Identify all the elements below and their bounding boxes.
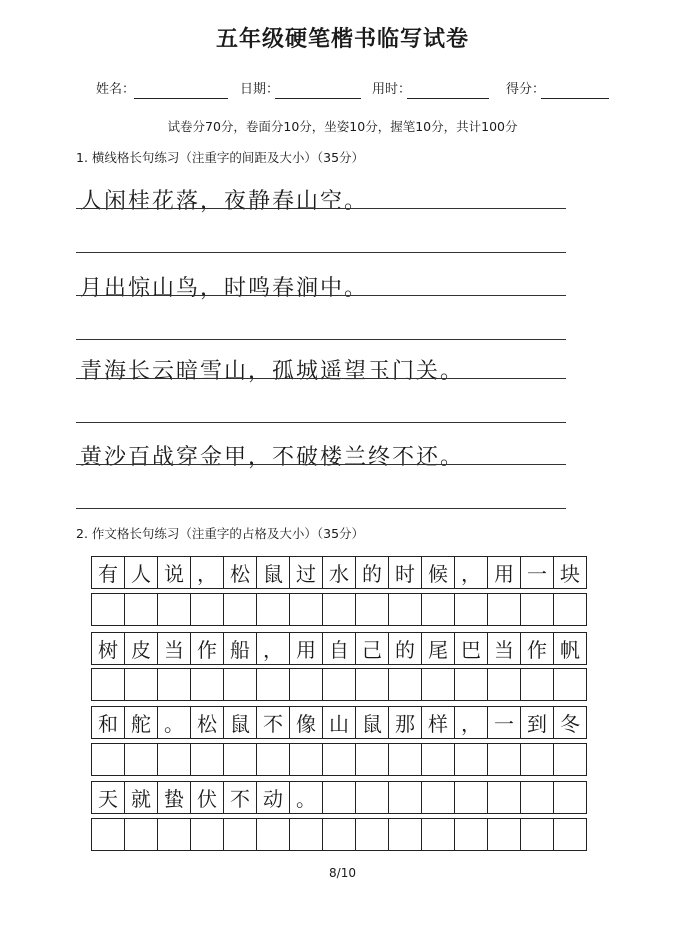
grid-cell: 人: [125, 557, 158, 589]
grid-cell[interactable]: [422, 594, 455, 626]
grid-cell[interactable]: [422, 744, 455, 776]
grid-cell: 有: [92, 557, 125, 589]
grid-cell: 的: [356, 557, 389, 589]
grid-cell: 动: [257, 782, 290, 814]
grid-cell: 用: [290, 633, 323, 665]
grid-cell[interactable]: [389, 594, 422, 626]
grid-cell: 当: [488, 633, 521, 665]
grid-cell: 。: [158, 707, 191, 739]
grid-cell[interactable]: [224, 819, 257, 851]
grid-cell: [389, 782, 422, 814]
grid-cell: 过: [290, 557, 323, 589]
grid-cell: 鼠: [356, 707, 389, 739]
name-blank[interactable]: [134, 98, 228, 99]
grid-cell[interactable]: [92, 594, 125, 626]
grid-cell[interactable]: [224, 594, 257, 626]
score-rule: 试卷分70分，卷面分10分，坐姿10分，握笔10分，共计100分: [167, 119, 518, 134]
grid-cell[interactable]: [389, 744, 422, 776]
grid-row-model: [91, 632, 587, 665]
grid-cell[interactable]: [488, 594, 521, 626]
grid-cell: 块: [554, 557, 587, 589]
grid-cell: 己: [356, 633, 389, 665]
grid-cell: 伏: [191, 782, 224, 814]
grid-cell[interactable]: [422, 669, 455, 701]
practice-sentence: 青海长云暗雪山，孤城遥望玉门关。: [80, 359, 465, 384]
grid-cell: 样: [422, 707, 455, 739]
grid-cell: 鼠: [224, 707, 257, 739]
page-number: 8/10: [329, 866, 356, 880]
grid-cell[interactable]: [455, 594, 488, 626]
grid-cell: 用: [488, 557, 521, 589]
grid-row-model: [91, 556, 587, 589]
date-blank[interactable]: [275, 98, 361, 99]
grid-cell: 树: [92, 633, 125, 665]
score-label: 得分：: [506, 82, 546, 97]
grid-row-practice: [91, 743, 587, 776]
grid-cell[interactable]: [257, 819, 290, 851]
grid-cell[interactable]: [191, 819, 224, 851]
grid-cell: 不: [224, 782, 257, 814]
section2-heading: 2. 作文格长句练习（注重字的占格及大小）（35分）: [76, 526, 365, 541]
practice-sentence: 人闲桂花落，夜静春山空。: [80, 189, 369, 214]
grid-cell[interactable]: [323, 744, 356, 776]
grid-cell[interactable]: [158, 744, 191, 776]
grid-cell[interactable]: [257, 744, 290, 776]
grid-cell[interactable]: [125, 669, 158, 701]
grid-cell[interactable]: [356, 744, 389, 776]
grid-cell: 船: [224, 633, 257, 665]
grid-cell[interactable]: [191, 669, 224, 701]
grid-cell: 那: [389, 707, 422, 739]
grid-cell[interactable]: [389, 819, 422, 851]
grid-cell: 水: [323, 557, 356, 589]
grid-cell[interactable]: [191, 594, 224, 626]
grid-cell[interactable]: [521, 594, 554, 626]
writing-line[interactable]: [76, 208, 566, 209]
grid-cell[interactable]: [521, 669, 554, 701]
grid-cell[interactable]: [92, 669, 125, 701]
writing-line[interactable]: [76, 464, 566, 465]
grid-cell: 自: [323, 633, 356, 665]
grid-cell: 舵: [125, 707, 158, 739]
grid-cell: 冬: [554, 707, 587, 739]
grid-cell[interactable]: [125, 744, 158, 776]
grid-cell: 就: [125, 782, 158, 814]
grid-cell[interactable]: [488, 819, 521, 851]
grid-cell[interactable]: [422, 819, 455, 851]
grid-cell[interactable]: [323, 669, 356, 701]
grid-cell[interactable]: [92, 819, 125, 851]
grid-cell[interactable]: [92, 744, 125, 776]
writing-line[interactable]: [76, 378, 566, 379]
grid-row-model: [91, 781, 587, 814]
grid-cell: 作: [521, 633, 554, 665]
grid-cell: ，: [455, 557, 488, 589]
grid-cell: [455, 782, 488, 814]
grid-cell: [323, 782, 356, 814]
grid-cell[interactable]: [224, 669, 257, 701]
grid-cell: 的: [389, 633, 422, 665]
grid-cell: ，: [257, 633, 290, 665]
grid-cell: 天: [92, 782, 125, 814]
grid-cell[interactable]: [257, 669, 290, 701]
grid-cell: 蛰: [158, 782, 191, 814]
grid-cell[interactable]: [521, 744, 554, 776]
grid-cell: 松: [191, 707, 224, 739]
grid-row-practice: [91, 668, 587, 701]
grid-cell[interactable]: [554, 819, 587, 851]
grid-cell[interactable]: [158, 819, 191, 851]
grid-row-practice: [91, 593, 587, 626]
grid-cell[interactable]: [389, 669, 422, 701]
grid-cell: [488, 782, 521, 814]
grid-cell: 候: [422, 557, 455, 589]
grid-cell: 到: [521, 707, 554, 739]
grid-cell[interactable]: [488, 669, 521, 701]
section1-heading: 1. 横线格长句练习（注重字的间距及大小）（35分）: [76, 150, 365, 165]
grid-cell[interactable]: [290, 594, 323, 626]
grid-cell: 尾: [422, 633, 455, 665]
grid-cell[interactable]: [290, 669, 323, 701]
grid-cell: 帆: [554, 633, 587, 665]
grid-cell[interactable]: [125, 819, 158, 851]
grid-cell: ，: [455, 707, 488, 739]
writing-line[interactable]: [76, 339, 566, 340]
grid-cell: 不: [257, 707, 290, 739]
grid-cell: 作: [191, 633, 224, 665]
grid-cell[interactable]: [455, 744, 488, 776]
name-label: 姓名：: [96, 82, 136, 97]
writing-line[interactable]: [76, 508, 566, 509]
grid-cell: [521, 782, 554, 814]
grid-cell: 说: [158, 557, 191, 589]
grid-cell: 松: [224, 557, 257, 589]
grid-cell[interactable]: [290, 744, 323, 776]
grid-cell: ，: [191, 557, 224, 589]
time-blank[interactable]: [407, 98, 489, 99]
grid-row-model: [91, 706, 587, 739]
grid-cell[interactable]: [455, 819, 488, 851]
grid-cell[interactable]: [158, 594, 191, 626]
grid-cell[interactable]: [323, 594, 356, 626]
grid-cell[interactable]: [455, 669, 488, 701]
score-blank[interactable]: [541, 98, 609, 99]
grid-cell[interactable]: [521, 819, 554, 851]
grid-cell[interactable]: [356, 669, 389, 701]
grid-cell[interactable]: [290, 819, 323, 851]
grid-cell: 和: [92, 707, 125, 739]
grid-cell: 鼠: [257, 557, 290, 589]
time-label: 用时：: [372, 82, 412, 97]
grid-cell: [356, 782, 389, 814]
grid-cell: 巴: [455, 633, 488, 665]
writing-line[interactable]: [76, 422, 566, 423]
practice-sentence: 黄沙百战穿金甲，不破楼兰终不还。: [80, 445, 465, 470]
grid-cell[interactable]: [356, 819, 389, 851]
page-title: 五年级硬笔楷书临写试卷: [215, 27, 469, 52]
grid-cell[interactable]: [257, 594, 290, 626]
grid-cell[interactable]: [488, 744, 521, 776]
grid-cell[interactable]: [158, 669, 191, 701]
grid-cell: [554, 782, 587, 814]
date-label: 日期：: [240, 82, 280, 97]
grid-cell[interactable]: [224, 744, 257, 776]
grid-cell: 一: [488, 707, 521, 739]
practice-sentence: 月出惊山鸟，时鸣春涧中。: [80, 276, 369, 301]
grid-cell[interactable]: [554, 669, 587, 701]
grid-cell: 时: [389, 557, 422, 589]
writing-line[interactable]: [76, 252, 566, 253]
writing-line[interactable]: [76, 295, 566, 296]
grid-cell[interactable]: [356, 594, 389, 626]
grid-cell: [422, 782, 455, 814]
grid-row-practice: [91, 818, 587, 851]
grid-cell: 。: [290, 782, 323, 814]
grid-cell: 一: [521, 557, 554, 589]
grid-cell: 皮: [125, 633, 158, 665]
grid-cell[interactable]: [554, 744, 587, 776]
grid-cell[interactable]: [191, 744, 224, 776]
grid-cell[interactable]: [554, 594, 587, 626]
grid-cell: 像: [290, 707, 323, 739]
grid-cell[interactable]: [323, 819, 356, 851]
grid-cell[interactable]: [125, 594, 158, 626]
grid-cell: 当: [158, 633, 191, 665]
grid-cell: 山: [323, 707, 356, 739]
